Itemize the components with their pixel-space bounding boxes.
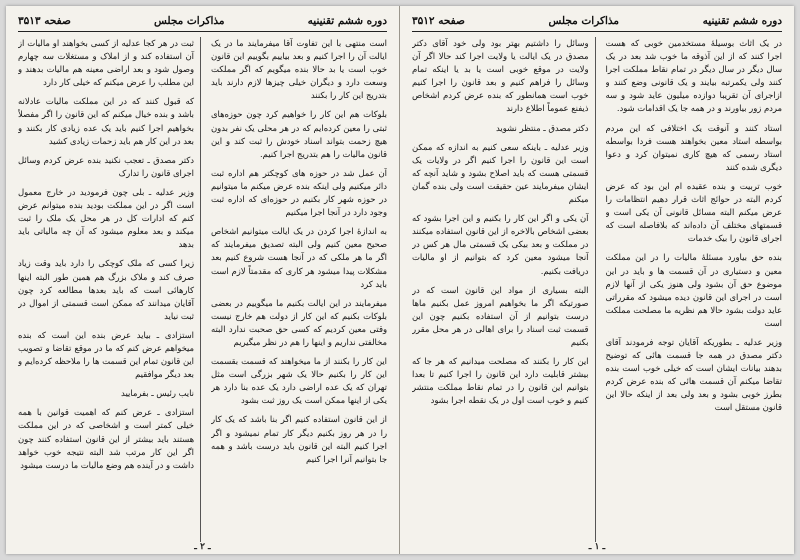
paragraph: البته بسیاری از مواد این قانون است که در صورتیکه اگر ما بخواهیم امروز عمل بکنیم ماها درست بتوانیم از آن استفاده بکنیم چون این قسمت ثبت اسناد را برای اهالی در هر محل مقرر بکنیم (412, 284, 589, 347)
left-page-header (18, 14, 387, 32)
paragraph: میفرمایند در این ایالت بکنیم ما میگوییم در بعضی بلوکات بکنیم که این کار از دولت هم خارج نیست وقتی معین کردیم که کسی حق صحبت ندارد البته مخالفتی نداریم و اینها را هم در نظر میگیریم (211, 297, 387, 347)
left-header-page-number: صفحه ۳۵۱۳ (18, 15, 71, 27)
right-page-right-column (606, 37, 783, 542)
paragraph: به اندازهٔ اجرا کردن در یک ایالت میتوانیم اشخاص صحیح معین کنیم ولی البته تصدیق میفرمایند که اگر ما هر ملکی که در آنجا هست شروع کنیم بعد مشکلات پیدا میشود هر کاری که مقدمتاً لازم است باید کرد (211, 226, 387, 289)
right-page (400, 6, 794, 554)
paragraph: از این قانون استفاده کنیم اگر بنا باشد که یک کار را در هر روز بکنیم دیگر کار تمام نمیشود و اگر اجرا کنیم البته این قانون باید درست باشد و همه جا بتوانیم آنرا اجرا کنیم (211, 414, 387, 464)
speaker-paragraph: وزیر عدلیه ـ بلی چون فرمودید در خارج معمول است اگر در این مملکت بودید بنده میتوانم عرض کنم که ادارات کل در هر محل یک ملک را ثبت میکند و بعد معلوم میشود که آن چه مالیاتی باید بدهد (18, 186, 194, 250)
book-spread (6, 6, 794, 554)
paragraph: استاد کنند و آنوقت یک اختلافی که این مردم بواسطه استاد معین بخواهند هست فردا بواسطه استاد رسمی که هیچ کاری نمیتوان کرد و دعوا دیگری شده کنند (605, 122, 782, 172)
left-page (6, 6, 400, 554)
left-page-left-column (18, 37, 201, 542)
speaker-paragraph: دکتر مصدق ـ منتظر نشوید (496, 122, 589, 133)
right-page-header (412, 14, 782, 32)
paragraph: آن یکی و اگر این کار را بکنیم و این اجرا بشود که بعضی اشخاص بالاخره از این قانون استفاده میکنند در مملکت و بعد بیکی یک قسمتی مال هر کس در آنجا میشود معین کرد که بتوانیم از او مالیات دریافت بکنیم. (412, 213, 589, 276)
left-page-footer-number: ـ ۲ ـ (194, 542, 211, 552)
speaker-paragraph: دکتر مصدق ـ تعجب نکنید بنده عرض کردم وسائل اجرای قانون را تدارک (18, 154, 194, 178)
right-header-volume: دوره ششم تقنينيه (702, 15, 782, 27)
speaker-paragraph: استزادی ـ عرض کنم که اهمیت قوانین با همه خیلی کمتر است و اشخاصی که در این مملکت هستند باید بیشتر از این قانون استفاده کنند چون اگر این کار مرتب شد البته نتیجه خوب خواهد داشت و در آینده هم وضع مالیات ما درست میشود (18, 407, 194, 470)
paragraph: در یک اثاث بوسیلهٔ مستخدمین خوبی که هست اجرا کنند که از این آذوقه ما خوب شد بعد در یک سال دیگر در سال دیگر در تمام نقاط مملکت اجرا کنند ولی یکمرتبه بیایند و یک قانونی وضع کنند و ازاجرای آن تقریبا دوازده میلیون عاید شود و سه مردم زور بیاورند و در همه جا یک اقدامات شود. (605, 38, 782, 114)
paragraph: این کار را بکنند که مصلحت میدانیم که هر جا که بیشتر قابلیت دارد این قانون را اجرا کنیم تا بعدا بتوانیم این قانون را در تمام نقاط مملکت منتشر کنیم و خوب است اول در یک نقطه اجرا بشود (412, 356, 589, 406)
paragraph: وسائل را داشتیم بهتر بود ولی خود آقای دکتر مصدق در یک ایالت یا ولایت اجرا کند حالا اگر آن ولایت در موقع خوبی است یا بد یا اینکه تمام وسائل را فراهم کنیم و بعد قانون را اجرا کنیم خوب است همانطور که بنده عرض کردم اشخاص ذیفنع عموماً اطلاع دارند (412, 38, 589, 114)
right-header-title: مذاکرات مجلس (548, 15, 620, 27)
speaker-paragraph: استزادی ـ بیاید عرض بنده این است که بنده میخواهم عرض کنم که ما در موقع تقاضا و تصویب این قانون تمام این قسمت ها را ملاحظه کرده‌ایم و بعد دیگر موافقیم (18, 329, 194, 380)
left-page-columns (18, 37, 387, 542)
left-header-title: مذاکرات مجلس (153, 15, 225, 27)
right-page-left-column (412, 37, 596, 542)
paragraph: است منتهی با این تفاوت آقا میفرمایند ما در یک ایالت آن را اجرا کنیم و بعد بیاییم بگوییم این قانون خوب است یا بد حالا بنده میگویم که اگر مملکت وسعت دارد و دیگران خیلی چیزها لازم دارند باید بتدریج این کار را بکنند (211, 38, 387, 101)
left-page-right-column (211, 37, 387, 542)
paragraph: بنده حق بیاورد مسئلهٔ مالیات را در این مملکت معین و دستیاری در آن قسمت ها و باید در این موضوع حق آن بشود ولی هنوز یکی از آنها لازم است در اجرای این قانون دیده میشود که مقرراتی عاید دولت بشود حالا هم نظریه ما مصلحت مملکت است (605, 252, 782, 328)
speaker-paragraph: وزیر عدلیه ـ بطوریکه آقایان توجه فرمودند آقای دکتر مصدق در همه جا قسمت هائی که توضیح بدهند بیانات ایشان است که خیلی خوب است بنده تقاضا میکنم آن قسمت هائی که بنده عرض کردم بطرز خوبی بشود و بعد ولی بعد از اینکه حالا این قانون مستقل است (605, 336, 782, 413)
right-header-page-number: صفحه ۳۵۱۲ (412, 15, 465, 27)
speaker-paragraph: وزیر عدلیه ـ باینکه سعی کنیم به اندازه که ممکن است این قانون را اجرا کنیم اگر در ولایات یک قسمتی هست که باید اصلاح بشود و شاید آنچه که ایشان میفرمایند عین حقیقت است ولی بنده گمان میکنم (412, 141, 589, 205)
paragraph: آن عمل شد در حوزه های کوچکتر هم اداره ثبت دائر میکنیم ولی اینکه بنده عرض میکنم ما میتوانیم در حوزه شهر کار بکنیم در حوزه‌ای که اداره ثبت وجود دارد در آنجا اجرا میکنیم (211, 167, 387, 218)
paragraph: ثبت در هر کجا عدلیه از کسی بخواهند او مالیات از آن استفاده کند و از املاک و مستغلات سه چهارم وصول شود و بعد اراضی معینه هم مالیات بدهند و این مطلب را عرض میکنم که خیلی کار دارد (18, 38, 194, 88)
paragraph: بلوکات هم این کار را خواهیم کرد چون حوزه‌های ثبتی را معین کرده‌ایم که در هر محلی یک نفر بدون هیچ زحمت بتواند اسناد خودش را ثبت کند و این قانون مالیات را هم بتدریج اجرا کنیم. (211, 109, 387, 159)
right-page-footer-number: ـ ۱ ـ (588, 542, 606, 552)
paragraph: خوب تربیت و بنده عقیده ام این بود که عرض کردم البته در حوائج اثاث قرار دهیم انتظامات را عرض میکنم البته مسائل قانونی آن یکی است و قسمتهای مختلف آن داده‌اند که بلافاصله است که اجرای قانون را بیک خدمات (605, 180, 782, 244)
paragraph: که قبول کنند که در این مملکت مالیات عادلانه باشد و بنده خیال میکنم که این قانون را اگر مفصلاً بخواهیم اجرا کنیم باید یک عده زیادی کار بکنند و بعد در این کار هم باید زحمات زیادی کشید (18, 96, 194, 146)
speaker-paragraph: نایب رئیس ـ بفرمایید (121, 388, 194, 399)
left-header-volume: دوره ششم تقنينيه (307, 15, 387, 27)
right-page-columns (412, 37, 782, 542)
paragraph: این کار را بکنند از ما میخواهند که قسمت بقسمت این کار را بکنیم حالا یک شهر بزرگی است مثل تهران که یک عده اراضی دارد یک عده بنا دارد هر یکی از اینها ممکن است یک روز ثبت بشود (211, 356, 387, 406)
paragraph: زیرا کسی که ملک کوچکی را دارد باید وقت زیاد صرف کند و ملاک بزرگ هم همین طور البته اینها کارهائی است که باید بعدها مطالعه کرد چون آقایان میدانند که ممکن است قسمتی از اموال در ثبت نیاید (18, 258, 194, 321)
